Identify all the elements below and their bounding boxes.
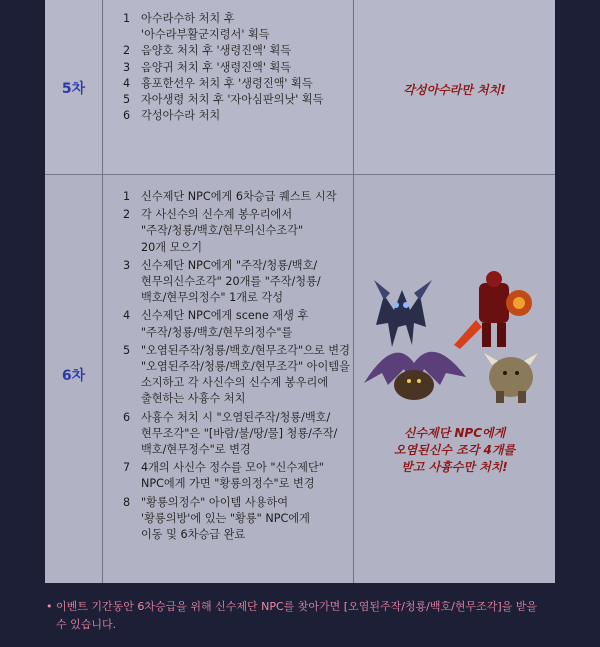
stage-label: 5차 [61,81,86,97]
step-item: 4 흉포한선우 처치 후 '생령진액' 획득 [123,76,313,90]
step-list [123,11,355,124]
fire-armored-warrior-icon [454,271,532,349]
step-item: 1 신수제단 NPC에게 6차승급 퀘스트 시작 [123,190,337,203]
bullet-icon: • [46,600,53,613]
event-note [46,598,546,634]
horned-beast-icon [484,353,538,403]
column-divider [102,0,103,583]
condition-text: 각성아수라만 처치! [403,83,506,97]
note-text: 이벤트 기간동안 6차승급을 위해 신수제단 NPC를 찾아가면 [오염된주작/청룡/백호/현무조각]을 받을 수 있습니다. [56,600,537,631]
step-list [123,189,355,543]
step-item: 3 신수제단 NPC에게 "주작/청룡/백호/ 현무의신수조각" 20개를 "주작/청룡/ 백호/현무의정수" 1개로 각성 [123,258,321,305]
step-item: 2 음양호 처치 후 '생령진액' 획득 [123,44,292,58]
step-item: 5 "오염된주작/청룡/백호/현무조각"으로 변경 "오염된주작/청룡/백호/현무조각" 아이템을 소지하고 각 사신수의 신수계 봉우리에 출현하는 사흉수 처치 [123,343,350,406]
dark-winged-demon-icon [374,280,432,347]
column-divider [353,0,354,583]
step-item: 4 신수제단 NPC에게 scene 재생 후 "주작/청룡/백호/현무의정수"를 [123,309,309,339]
stage-label: 6차 [61,368,86,384]
step-item: 6 각성아수라 처치 [123,109,221,123]
step-item: 2 각 사신수의 신수계 봉우리에서 "주작/청룡/백호/현무의신수조각" 20개 모으기 [123,208,304,254]
condition-text: 신수제단 NPC에게 오염된신수 조각 4개를 받고 사흉수만 처치! [393,426,516,474]
monster-images [354,265,555,415]
quest-table [45,0,555,583]
step-item: 6 사흉수 처치 시 "오염된주작/청룡/백호/ 현무조각"은 "[바람/불/땅/물] 청룡/주작/ 백호/현무정수"로 변경 [123,410,338,457]
stage-row-5 [45,0,555,175]
step-item: 3 음양귀 처치 후 '생령진액' 획득 [123,60,292,74]
step-item: 5 자아생령 처치 후 '자아심판의낫' 획득 [123,93,324,107]
step-item: 1 아수라수하 처치 후 '아수라부활군지령서' 획득 [123,12,270,42]
stage-row-6 [45,175,555,583]
step-item: 7 4개의 사신수 정수를 모아 "신수제단" NPC에게 가면 "황룡의정수"로 변경 [123,461,324,491]
step-item: 8 "황룡의정수" 아이템 사용하여 '황룡의방'에 있는 "황룡" NPC에게 이동 및 6차승급 완료 [123,495,310,542]
purple-winged-beast-icon [364,352,466,400]
